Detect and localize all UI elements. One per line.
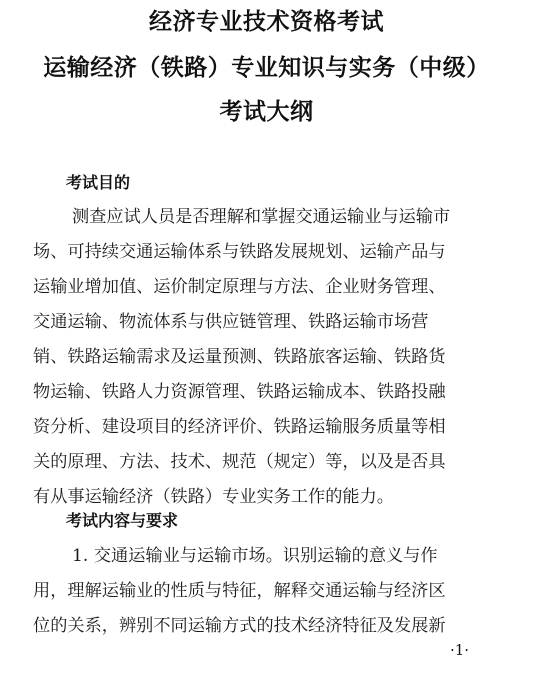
objective-paragraph-line: 物运输、铁路人力资源管理、铁路运输成本、铁路投融 xyxy=(33,382,446,402)
section-heading-content: 考试内容与要求 xyxy=(66,511,179,530)
content-paragraph-line: 1. 交通运输业与运输市场。识别运输的意义与作 xyxy=(72,546,438,566)
objective-paragraph-line: 资分析、建设项目的经济评价、铁路运输服务质量等相 xyxy=(33,417,446,437)
objective-paragraph-line: 销、铁路运输需求及运量预测、铁路旅客运输、铁路货 xyxy=(33,347,446,367)
content-paragraph-line: 位的关系，辨别不同运输方式的技术经济特征及发展新 xyxy=(33,616,446,636)
objective-paragraph-line: 测查应试人员是否理解和掌握交通运输业与运输市 xyxy=(72,207,451,227)
document-title-line-1: 经济专业技术资格考试 xyxy=(149,9,384,35)
document-title-line-3: 考试大纲 xyxy=(219,99,314,125)
objective-paragraph-line: 交通运输、物流体系与供应链管理、铁路运输市场营 xyxy=(33,312,429,332)
content-paragraph-line: 用，理解运输业的性质与特征，解释交通运输与经济区 xyxy=(33,581,446,601)
page-number: ·1· xyxy=(450,641,470,659)
objective-paragraph-line: 有从事运输经济（铁路）专业实务工作的能力。 xyxy=(33,487,394,507)
objective-paragraph-line: 运输业增加值、运价制定原理与方法、企业财务管理、 xyxy=(33,277,446,297)
objective-paragraph-line: 场、可持续交通运输体系与铁路发展规划、运输产品与 xyxy=(33,242,446,262)
section-heading-objective: 考试目的 xyxy=(66,173,131,192)
objective-paragraph-line: 关的原理、方法、技术、规范（规定）等，以及是否具 xyxy=(33,452,446,472)
document-title-line-2: 运输经济（铁路）专业知识与实务（中级） xyxy=(43,55,490,81)
